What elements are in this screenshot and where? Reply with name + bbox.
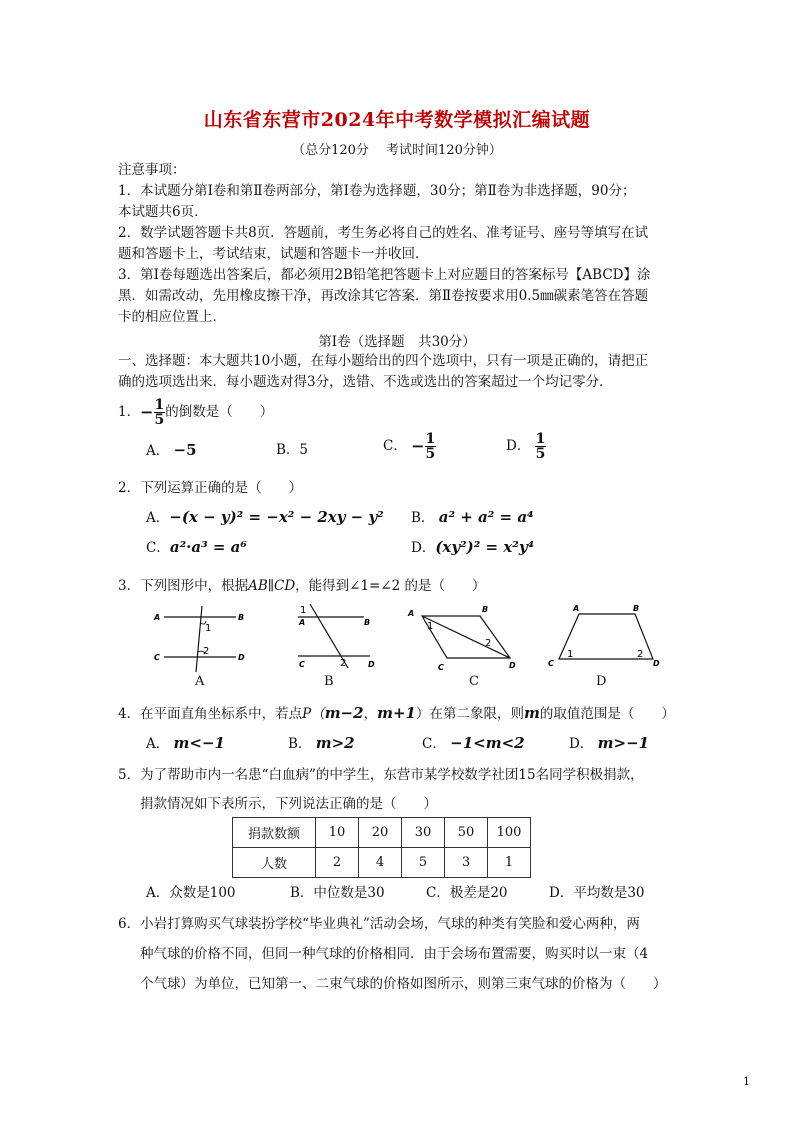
point-label: A — [408, 609, 415, 618]
question-4: 4．在平面直角坐标系中，若点P（m−2，m+1）在第二象限，则m的取值范围是（ ） — [118, 704, 675, 722]
q2-option-c[interactable]: C．a²·a³ = a⁶ — [146, 538, 247, 556]
question-5: 5．为了帮助市内一名患“白血病”的中学生，东营市某学校数学社团15名同学积极捐款， — [118, 767, 644, 783]
question-1: 1．− $\frac{1}{5}$ 的倒数是（ ） — [118, 397, 274, 428]
point-label: B — [482, 605, 489, 614]
donation-table — [232, 817, 531, 878]
point-label: C — [154, 653, 160, 662]
point-label: B — [238, 613, 245, 622]
q1-option-c[interactable]: C． − $\frac{1}{5}$ — [383, 431, 436, 462]
point-label: A — [573, 604, 580, 613]
figure-d[interactable] — [545, 604, 665, 670]
angle-label: 1 — [567, 649, 574, 660]
angle-label: 2 — [485, 638, 492, 649]
table-cell: 30 — [402, 818, 445, 848]
question-text: 的倒数是（ ） — [165, 404, 274, 420]
q4-option-d[interactable]: D． m>−1 — [569, 734, 650, 752]
point-label: D — [238, 653, 245, 662]
figure-b[interactable] — [290, 600, 380, 672]
point-label: C — [438, 663, 444, 672]
table-header-cell: 人数 — [233, 848, 316, 878]
angle-label: 2 — [340, 658, 347, 669]
notice-line: 2．数学试题答题卡共8页．答题前，考生务必将自己的姓名、准考证号、座号等填写在试 — [118, 225, 649, 241]
point-label: D — [509, 661, 516, 670]
table-cell: 20 — [359, 818, 402, 848]
table-cell: 5 — [402, 848, 445, 878]
q5-option-a[interactable]: A．众数是100 — [146, 885, 236, 901]
notice-line: 3．第Ⅰ卷每题选出答案后，都必须用2B铅笔把答题卡上对应题目的答案标号【ABCD】涂 — [118, 267, 651, 283]
q1-option-a[interactable]: A． −5 — [146, 441, 197, 459]
angle-label: 2 — [637, 649, 644, 660]
point-label: A — [154, 613, 161, 622]
angle-label: 1 — [300, 605, 307, 616]
table-cell: 50 — [445, 818, 488, 848]
page-title: 山东省东营市2024年中考数学模拟汇编试题 — [203, 109, 591, 131]
fraction-denominator: 5 — [154, 412, 165, 428]
table-header-cell: 捐款数额 — [233, 818, 316, 848]
point-label: B — [633, 604, 640, 613]
figure-d-label: D — [596, 674, 607, 689]
question-2: 2．下列运算正确的是（ ） — [118, 480, 303, 496]
table-row — [233, 848, 531, 878]
q1-option-d[interactable]: D． $\frac{1}{5}$ — [506, 431, 546, 462]
q5-option-c[interactable]: C．极差是20 — [426, 885, 508, 901]
q5-option-b[interactable]: B．中位数是30 — [290, 885, 385, 901]
figure-a[interactable] — [150, 604, 250, 676]
q1-option-b[interactable]: B．5 — [276, 442, 309, 458]
table-cell: 3 — [445, 848, 488, 878]
section-intro: 确的选项选出来．每小题选对得3分，选错、不选或选出的答案超过一个均记零分． — [118, 374, 613, 390]
q5-option-d[interactable]: D．平均数是30 — [549, 885, 645, 901]
question-6-cont: 个气球）为单位，已知第一、二束气球的价格如图所示，则第三束气球的价格为（ ） — [140, 976, 667, 992]
question-6: 6．小岩打算购买气球装扮学校“毕业典礼”活动会场，气球的种类有笑脸和爱心两种，两 — [118, 916, 640, 932]
figure-c[interactable] — [405, 602, 525, 674]
question-6-cont: 种气球的价格不同，但同一种气球的价格相同．由于会场布置需要，购买时以一束（4 — [140, 946, 649, 962]
q4-option-b[interactable]: B． m>2 — [288, 734, 355, 752]
notice-line: 题和答题卡上，考试结束，试题和答题卡一并收回． — [118, 246, 429, 262]
q4-option-c[interactable]: C． −1<m<2 — [422, 734, 525, 752]
table-row — [233, 818, 531, 848]
notice-line: 黑．如需改动，先用橡皮擦干净，再改涂其它答案．第Ⅱ卷按要求用0.5㎜碳素笔答在答题 — [118, 288, 649, 304]
angle-label: 1 — [427, 621, 434, 632]
question-3: 3．下列图形中，根据AB∥CD，能得到∠1=∠2 的是（ ） — [118, 578, 486, 594]
q4-option-a[interactable]: A． m<−1 — [146, 734, 225, 752]
point-label: D — [368, 660, 375, 669]
page-number: 1 — [743, 1075, 750, 1088]
q2-option-b[interactable]: B． a² + a² = a⁴ — [411, 508, 534, 526]
q2-option-a[interactable]: A．−(x − y)² = −x² − 2xy − y² — [146, 508, 384, 526]
point-label: A — [299, 618, 306, 627]
point-label: C — [548, 659, 554, 668]
table-cell: 4 — [359, 848, 402, 878]
notice-line: 本试题共6页． — [118, 204, 208, 220]
figure-c-label: C — [469, 674, 479, 689]
q2-option-d[interactable]: D．(xy²)² = x²y⁴ — [411, 538, 535, 556]
point-label: C — [299, 660, 305, 669]
section-intro: 一、选择题：本大题共10小题，在每小题给出的四个选项中，只有一项是正确的，请把正 — [118, 353, 649, 369]
angle-label: 2 — [203, 646, 210, 657]
figure-a-label: A — [195, 674, 205, 689]
notice-line: 卡的相应位置上． — [118, 309, 226, 325]
table-cell: 2 — [316, 848, 359, 878]
notice-heading: 注意事项： — [118, 162, 186, 178]
section-title: 第Ⅰ卷（选择题 共30分） — [318, 334, 476, 350]
fraction-numerator: 1 — [154, 397, 165, 413]
table-cell: 100 — [488, 818, 531, 848]
point-label: B — [364, 618, 371, 627]
exam-info: （总分120分 考试时间120分钟） — [292, 143, 502, 158]
angle-label: 1 — [205, 623, 212, 634]
table-cell: 1 — [488, 848, 531, 878]
notice-line: 1．本试题分第Ⅰ卷和第Ⅱ卷两部分，第Ⅰ卷为选择题，30分；第Ⅱ卷为非选择题，90分； — [118, 183, 636, 199]
table-cell: 10 — [316, 818, 359, 848]
figure-b-label: B — [324, 674, 334, 689]
question-number: 1． — [118, 404, 141, 420]
question-5-cont: 捐款情况如下表所示，下列说法正确的是（ ） — [140, 796, 437, 812]
point-label: D — [653, 659, 660, 668]
